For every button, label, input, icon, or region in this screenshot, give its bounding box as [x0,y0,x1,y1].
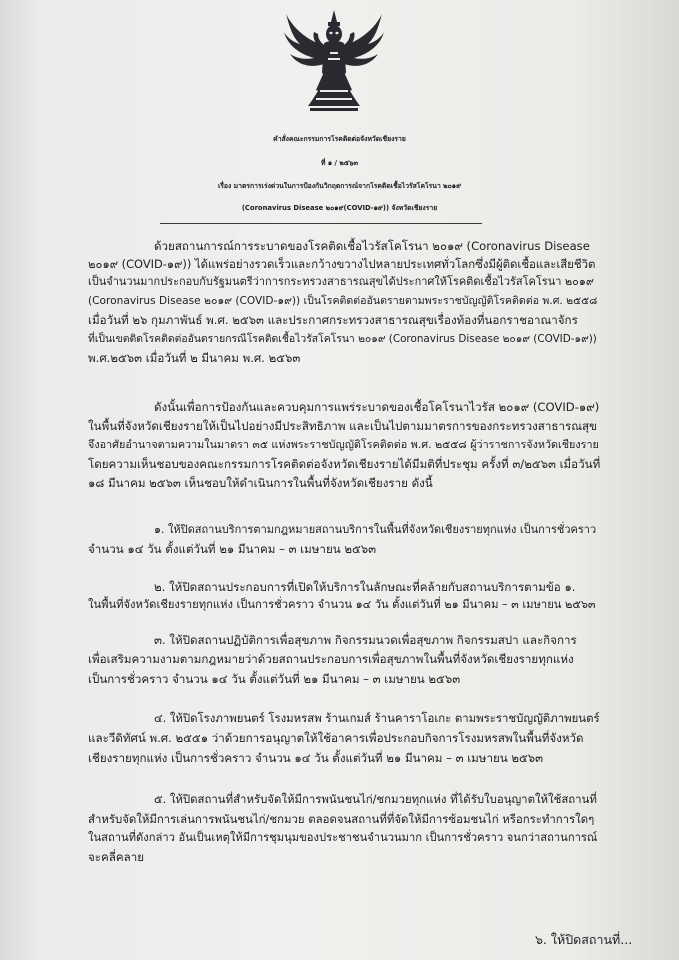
garuda-emblem-icon [280,6,388,112]
order-subject-line-1: เรื่อง มาตรการเร่งด่วนในการป้องกันวิกฤตการณ์จากโรคติดเชื้อไวรัสโคโรนา ๒๐๑๙ [217,182,462,190]
text-line: เมื่อวันที่ ๒๖ กุมภาพันธ์ พ.ศ. ๒๕๖๓ และประกาศกระทรวงสาธารณสุขเรื่องท้องที่นอกราชอาณาจักร [88,313,578,327]
text-line: สำหรับจัดให้มีการเล่นการพนันชนไก่/ชกมวย ตลอดจนสถานที่ที่จัดให้มีการซ้อมชนไก่ หรือกระทำการใดๆ [88,812,595,826]
order-subject-line-2: (Coronavirus Disease ๒๐๑๙(COVID-๑๙)) จังหวัดเชียงราย [241,204,438,212]
title-divider [160,223,482,224]
text-line: ๕. ให้ปิดสถานที่สำหรับจัดให้มีการพนันชนไก่/ชกมวยทุกแห่ง ที่ได้รับใบอนุญาตให้ใช้สถานที่ [154,792,597,806]
text-line: ๒๐๑๙ (COVID-๑๙)) ได้แพร่อย่างรวดเร็วและกว้างขวางไปหลายประเทศทั่วโลกซึ่งมีผู้ติดเชื้อและเสียชีวิต [88,257,596,271]
text-line: และวีดิทัศน์ พ.ศ. ๒๕๕๑ ว่าด้วยการอนุญาตให้ใช้อาคารเพื่อประกอบกิจการโรงมหรสพในพื้นที่จังหวัด [88,731,584,745]
order-title: คำสั่งคณะกรรมการโรคติดต่อจังหวัดเชียงราย [273,135,406,143]
text-line: ๑. ให้ปิดสถานบริการตามกฎหมายสถานบริการในพื้นที่จังหวัดเชียงรายทุกแห่ง เป็นการชั่วคราว [154,523,597,536]
text-line: ในพื้นที่จังหวัดเชียงรายให้เป็นไปอย่างมีประสิทธิภาพ และเป็นไปตามมาตรการของกระทรวงสาธารณสุข [88,419,597,433]
text-line: (Coronavirus Disease ๒๐๑๙ (COVID-๑๙)) เป็นโรคติดต่ออันตรายตามพระราชบัญญัติโรคติดต่อ พ.ศ. ๒๕๕๘ [88,295,598,307]
text-line: ๔. ให้ปิดโรงภาพยนตร์ โรงมหรสพ ร้านเกมส์ ร้านคาราโอเกะ ตามพระราชบัญญัติภาพยนตร์ [154,711,600,725]
text-line: ๓. ให้ปิดสถานปฏิบัติการเพื่อสุขภาพ กิจกรรมนวดเพื่อสุขภาพ กิจกรรมสปา และกิจการ [154,633,577,647]
text-line: เชียงรายทุกแห่ง เป็นการชั่วคราว จำนวน ๑๔ วัน ตั้งแต่วันที่ ๒๑ มีนาคม – ๓ เมษายน ๒๕๖๓ [88,751,544,765]
text-line: ที่เป็นเขตติดโรคติดต่ออันตรายกรณีโรคติดเชื้อไวรัสโคโรนา ๒๐๑๙ (Coronavirus Disease ๒๐๑๙ (COVID-๑๙)) [88,333,597,345]
continuation-marker: ๖. ให้ปิดสถานที่... [535,932,633,947]
text-line: จะคลี่คลาย [88,850,145,864]
text-line: พ.ศ.๒๕๖๓ เมื่อวันที่ ๒ มีนาคม พ.ศ. ๒๕๖๓ [88,351,301,365]
text-line: ๑๘ มีนาคม ๒๕๖๓ เห็นชอบให้ดำเนินการในพื้นที่จังหวัดเชียงราย ดังนี้ [88,476,433,490]
text-line: จำนวน ๑๔ วัน ตั้งแต่วันที่ ๒๑ มีนาคม – ๓ เมษายน ๒๕๖๓ [88,542,377,556]
text-line: ดังนั้นเพื่อการป้องกันและควบคุมการแพร่ระบาดของเชื้อโคโรนาไวรัส ๒๐๑๙ (COVID-๑๙) [154,400,600,414]
text-line: เพื่อเสริมความงามตามกฎหมายว่าด้วยสถานประกอบการเพื่อสุขภาพในพื้นที่จังหวัดเชียงรายทุกแห่ง [88,652,574,666]
text-line: ด้วยสถานการณ์การระบาดของโรคติดเชื้อไวรัสโคโรนา ๒๐๑๙ (Coronavirus Disease [154,239,590,253]
order-number: ที่ ๑ / ๒๕๖๓ [321,159,358,167]
text-line: ในสถานที่ดังกล่าว อันเป็นเหตุให้มีการชุมนุมของประชาชนจำนวนมาก เป็นการชั่วคราว จนกว่าสถานการณ์ [88,831,598,844]
text-line: เป็นการชั่วคราว จำนวน ๑๔ วัน ตั้งแต่วันที่ ๒๑ มีนาคม – ๓ เมษายน ๒๕๖๓ [88,672,461,686]
text-line: ๒. ให้ปิดสถานประกอบการที่เปิดให้บริการในลักษณะที่คล้ายกับสถานบริการตามข้อ ๑. [154,580,576,594]
text-line: โดยความเห็นชอบของคณะกรรมการโรคติดต่อจังหวัดเชียงรายได้มีมติที่ประชุม ครั้งที่ ๓/๒๕๖๓ เมื่อวันที่ [88,457,601,471]
text-line: ในพื้นที่จังหวัดเชียงรายทุกแห่ง เป็นการชั่วคราว จำนวน ๑๔ วัน ตั้งแต่วันที่ ๒๑ มีนาคม – ๓ เมษายน ๒๕๖๓ [88,598,596,611]
text-line: เป็นจำนวนมากประกอบกับรัฐมนตรีว่าการกระทรวงสาธารณสุขได้ประกาศให้โรคติดเชื้อไวรัสโคโรนา ๒๐๑๙ [88,275,594,288]
text-line: จึงอาศัยอำนาจตามความในมาตรา ๓๕ แห่งพระราชบัญญัติโรคติดต่อ พ.ศ. ๒๕๕๘ ผู้ว่าราชการจังหวัดเชียงราย [88,438,599,451]
